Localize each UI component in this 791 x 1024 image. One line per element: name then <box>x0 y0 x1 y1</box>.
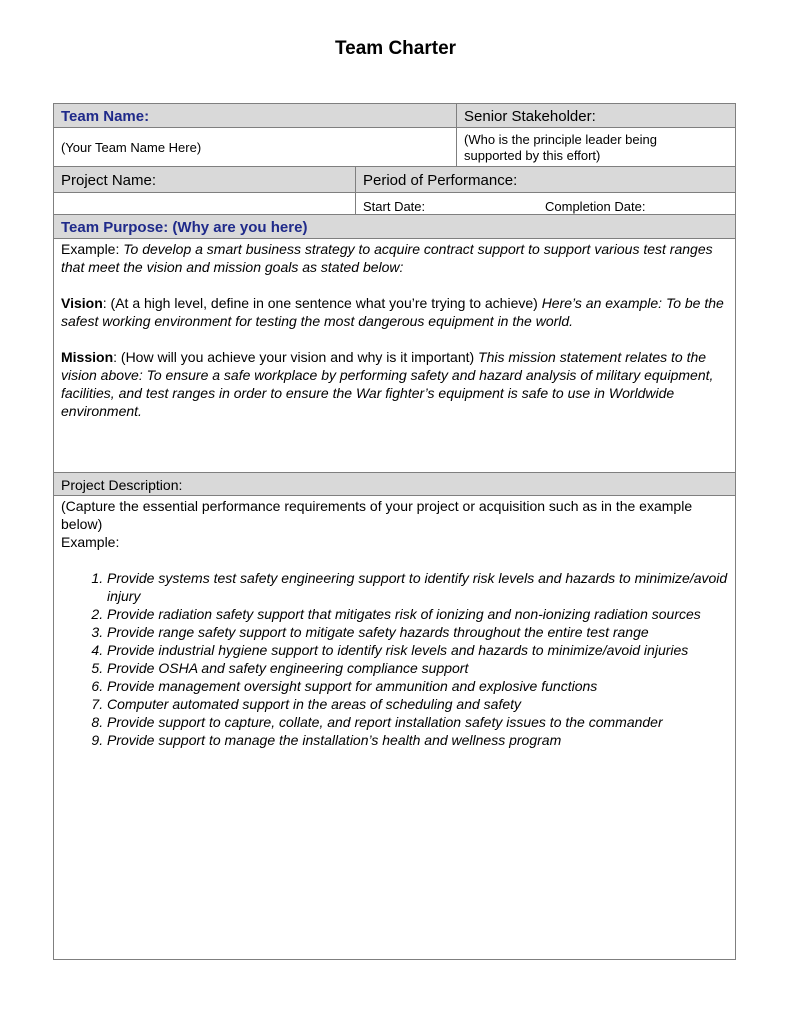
row-team-values <box>54 128 735 167</box>
vision-label: Vision <box>61 295 103 311</box>
description-instruction: (Capture the essential performance requirements of your project or acquisition such as in the example below) <box>61 498 693 532</box>
vision-instruction: : (At a high level, define in one sentence what you’re trying to achieve) <box>102 295 542 311</box>
row-purpose-header <box>54 215 735 239</box>
requirement-item: 7. Computer automated support in the areas of scheduling and safety <box>107 695 728 713</box>
requirement-item: 2. Provide radiation safety support that mitigates risk of ionizing and non-ionizing radiation sources <box>107 605 728 623</box>
row-team-header <box>54 104 735 128</box>
start-date-label[interactable]: Start Date: <box>363 199 426 214</box>
description-example-label: Example: <box>61 534 120 550</box>
team-name-value[interactable]: (Your Team Name Here) <box>61 140 202 155</box>
purpose-body[interactable] <box>54 239 735 473</box>
requirement-item: 5. Provide OSHA and safety engineering compliance support <box>107 659 728 677</box>
mission-example: This mission statement relates to the vision above: To ensure a safe workplace by performing safety and hazard analysis of military equipment, facilities, and test ranges in order to ensure the War fighter’s equipment is safe to use in Worldwide environment. <box>61 349 714 419</box>
completion-date-label[interactable]: Completion Date: <box>545 199 646 214</box>
description-body[interactable] <box>54 496 735 959</box>
hint-line: (Who is the principle leader being <box>464 132 657 147</box>
vision-example: Here’s an example: To be the safest working environment for testing the most dangerous equipment in the world. <box>61 295 724 329</box>
page-title: Team Charter <box>334 38 457 59</box>
period-label: Period of Performance: <box>363 172 518 189</box>
row-project-header <box>54 167 735 193</box>
hint-line: supported by this effort) <box>464 148 601 163</box>
requirement-item: 3. Provide range safety support to mitigate safety hazards throughout the entire test range <box>107 623 728 641</box>
charter-form <box>53 103 736 960</box>
mission-paragraph <box>61 348 728 420</box>
example-text: To develop a smart business strategy to acquire contract support to support various test ranges that meet the vision and mission goals as stated below: <box>61 241 713 275</box>
mission-instruction: : (How will you achieve your vision and why is it important) <box>113 349 479 365</box>
project-description-label: Project Description: <box>61 477 183 493</box>
example-prefix: Example: <box>61 241 124 257</box>
project-name-label: Project Name: <box>61 172 157 189</box>
requirement-item: 8. Provide support to capture, collate, and report installation safety issues to the commander <box>107 713 728 731</box>
purpose-example <box>61 240 728 276</box>
row-description-header <box>54 473 735 496</box>
requirement-item: 4. Provide industrial hygiene support to identify risk levels and hazards to minimize/avoid injuries <box>107 641 728 659</box>
vision-paragraph <box>61 294 728 330</box>
mission-label: Mission <box>61 349 114 365</box>
requirement-item: 6. Provide management oversight support for ammunition and explosive functions <box>107 677 728 695</box>
requirement-item: 1. Provide systems test safety engineering support to identify risk levels and hazards to minimize/avoid injury <box>107 569 728 605</box>
requirements-list <box>61 569 728 749</box>
senior-stakeholder-label: Senior Stakeholder: <box>464 108 596 125</box>
senior-stakeholder-hint[interactable] <box>464 132 657 164</box>
team-name-label: Team Name: <box>61 108 150 125</box>
team-purpose-label: Team Purpose: (Why are you here) <box>61 219 308 236</box>
requirement-item: 9. Provide support to manage the installation’s health and wellness program <box>107 731 728 749</box>
row-dates <box>54 193 735 215</box>
